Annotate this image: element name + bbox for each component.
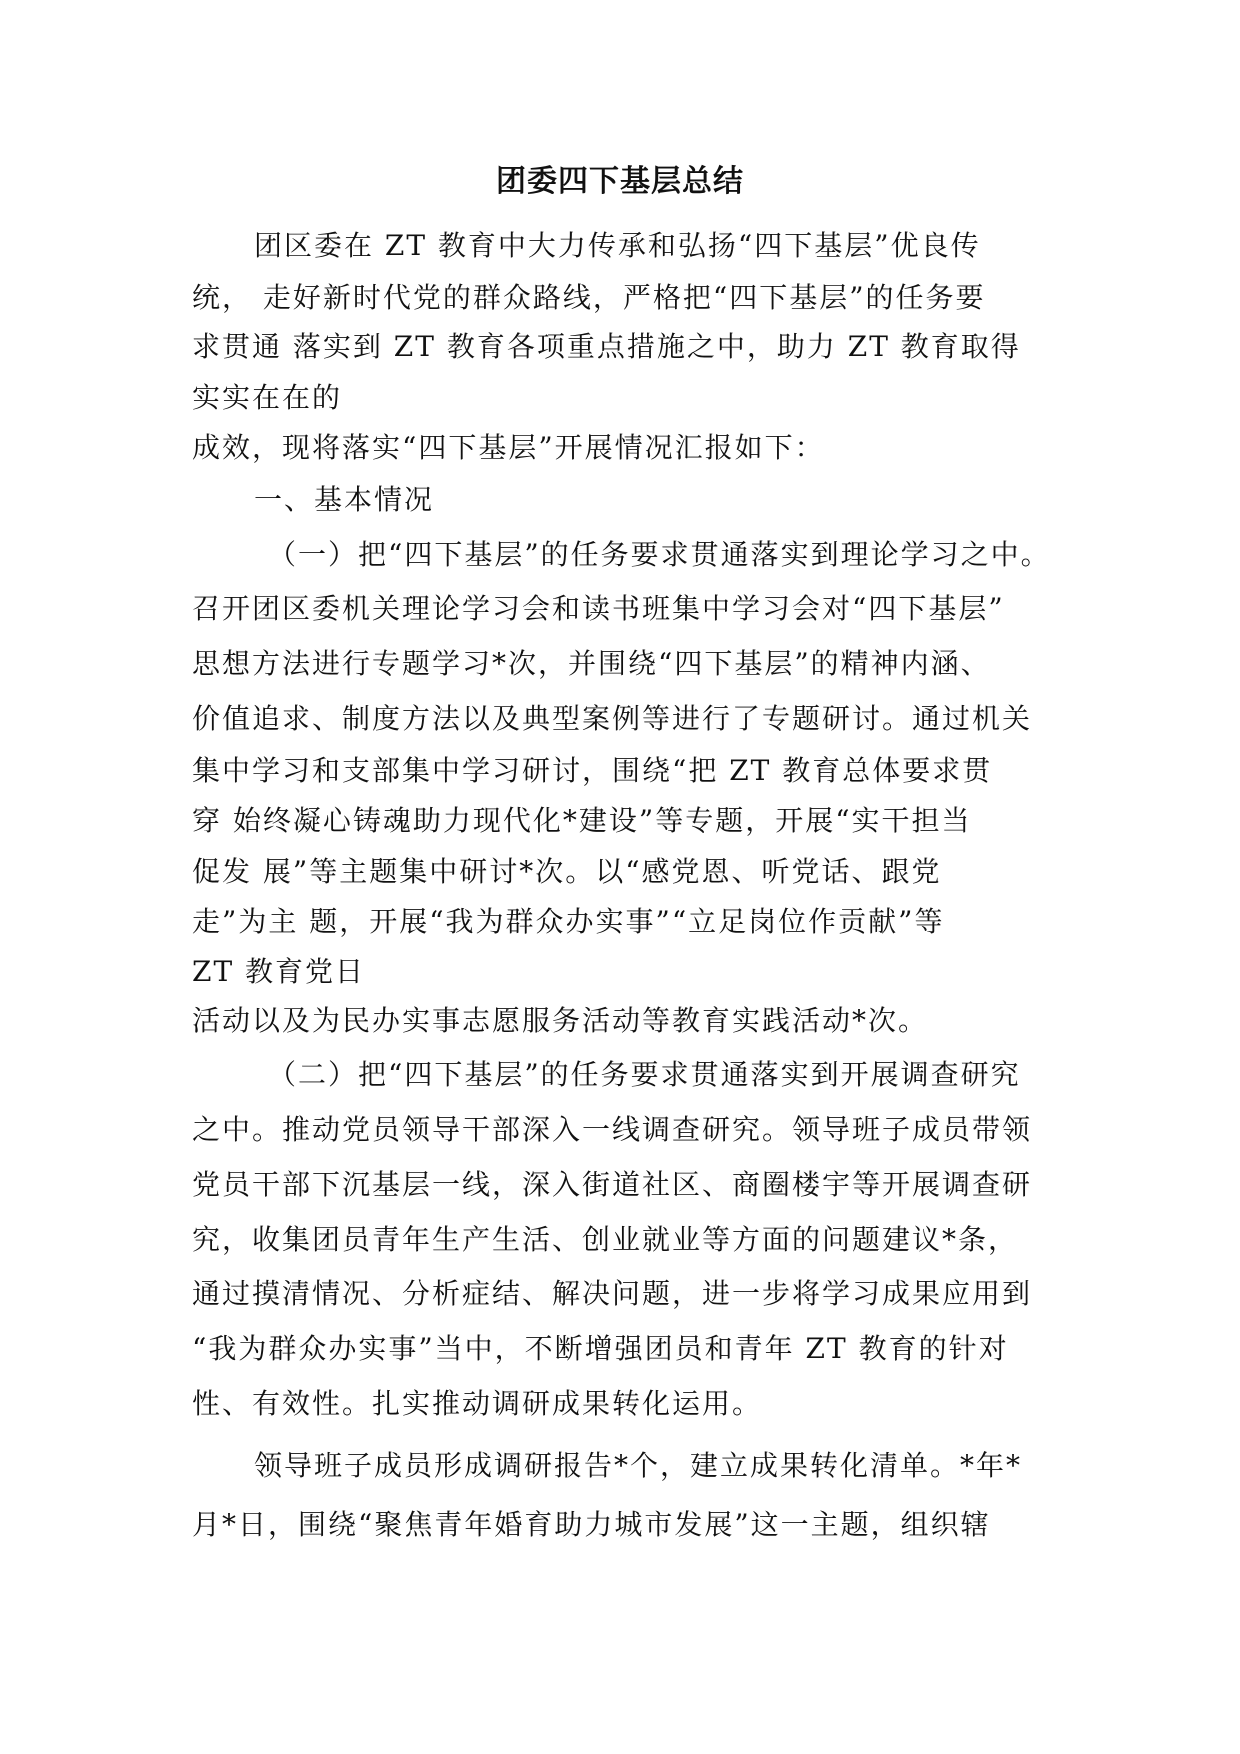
text-line: 党员干部下沉基层一线，深入街道社区、商圈楼宇等开展调查研 (192, 1168, 1033, 1201)
text-line: 团区委在 ZT 教育中大力传承和弘扬“四下基层”优良传 (254, 229, 981, 262)
text-line: 思想方法进行专题学习*次，并围绕“四下基层”的精神内涵、 (192, 647, 991, 680)
text-line: 通过摸清情况、分析症结、解决问题，进一步将学习成果应用到 (192, 1277, 1033, 1310)
text-line: 究，收集团员青年生产生活、创业就业等方面的问题建议*条， (192, 1223, 1019, 1256)
text-line: 领导班子成员形成调研报告*个，建立成果转化清单。*年* (254, 1449, 1023, 1482)
text-line: （一）把“四下基层”的任务要求贯通落实到理论学习之中。 (268, 538, 1051, 571)
text-line: ZT 教育党日 (192, 955, 366, 988)
text-line: 召开团区委机关理论学习会和读书班集中学习会对“四下基层” (192, 592, 1005, 625)
section-heading: 一、基本情况 (254, 483, 435, 516)
text-line: 走”为主 题，开展“我为群众办实事”“立足岗位作贡献”等 (192, 905, 945, 938)
text-line: “我为群众办实事”当中，不断增强团员和青年 ZT 教育的针对 (192, 1332, 1009, 1365)
text-line: 之中。推动党员领导干部深入一线调查研究。领导班子成员带领 (192, 1113, 1033, 1146)
text-line: （二）把“四下基层”的任务要求贯通落实到开展调查研究 (268, 1058, 1021, 1091)
document-title: 团委四下基层总结 (496, 164, 744, 199)
text-line: 穿 始终凝心铸魂助力现代化*建设”等专题，开展“实干担当 (192, 804, 972, 837)
text-line: 月*日，围绕“聚焦青年婚育助力城市发展”这一主题，组织辖 (192, 1508, 991, 1541)
text-line: 实实在在的 (192, 381, 343, 414)
text-line: 促发 展”等主题集中研讨*次。以“感党恩、听党话、跟党 (192, 855, 942, 888)
text-line: 活动以及为民办实事志愿服务活动等教育实践活动*次。 (192, 1004, 929, 1037)
text-line: 统， 走好新时代党的群众路线，严格把“四下基层”的任务要 (192, 281, 986, 314)
text-line: 性、有效性。扎实推动调研成果转化运用。 (192, 1387, 763, 1420)
text-line: 集中学习和支部集中学习研讨，围绕“把 ZT 教育总体要求贯 (192, 754, 993, 787)
text-line: 成效，现将落实“四下基层”开展情况汇报如下： (192, 431, 825, 464)
text-line: 价值追求、制度方法以及典型案例等进行了专题研讨。通过机关 (192, 702, 1033, 735)
text-line: 求贯通 落实到 ZT 教育各项重点措施之中，助力 ZT 教育取得 (192, 330, 1021, 363)
